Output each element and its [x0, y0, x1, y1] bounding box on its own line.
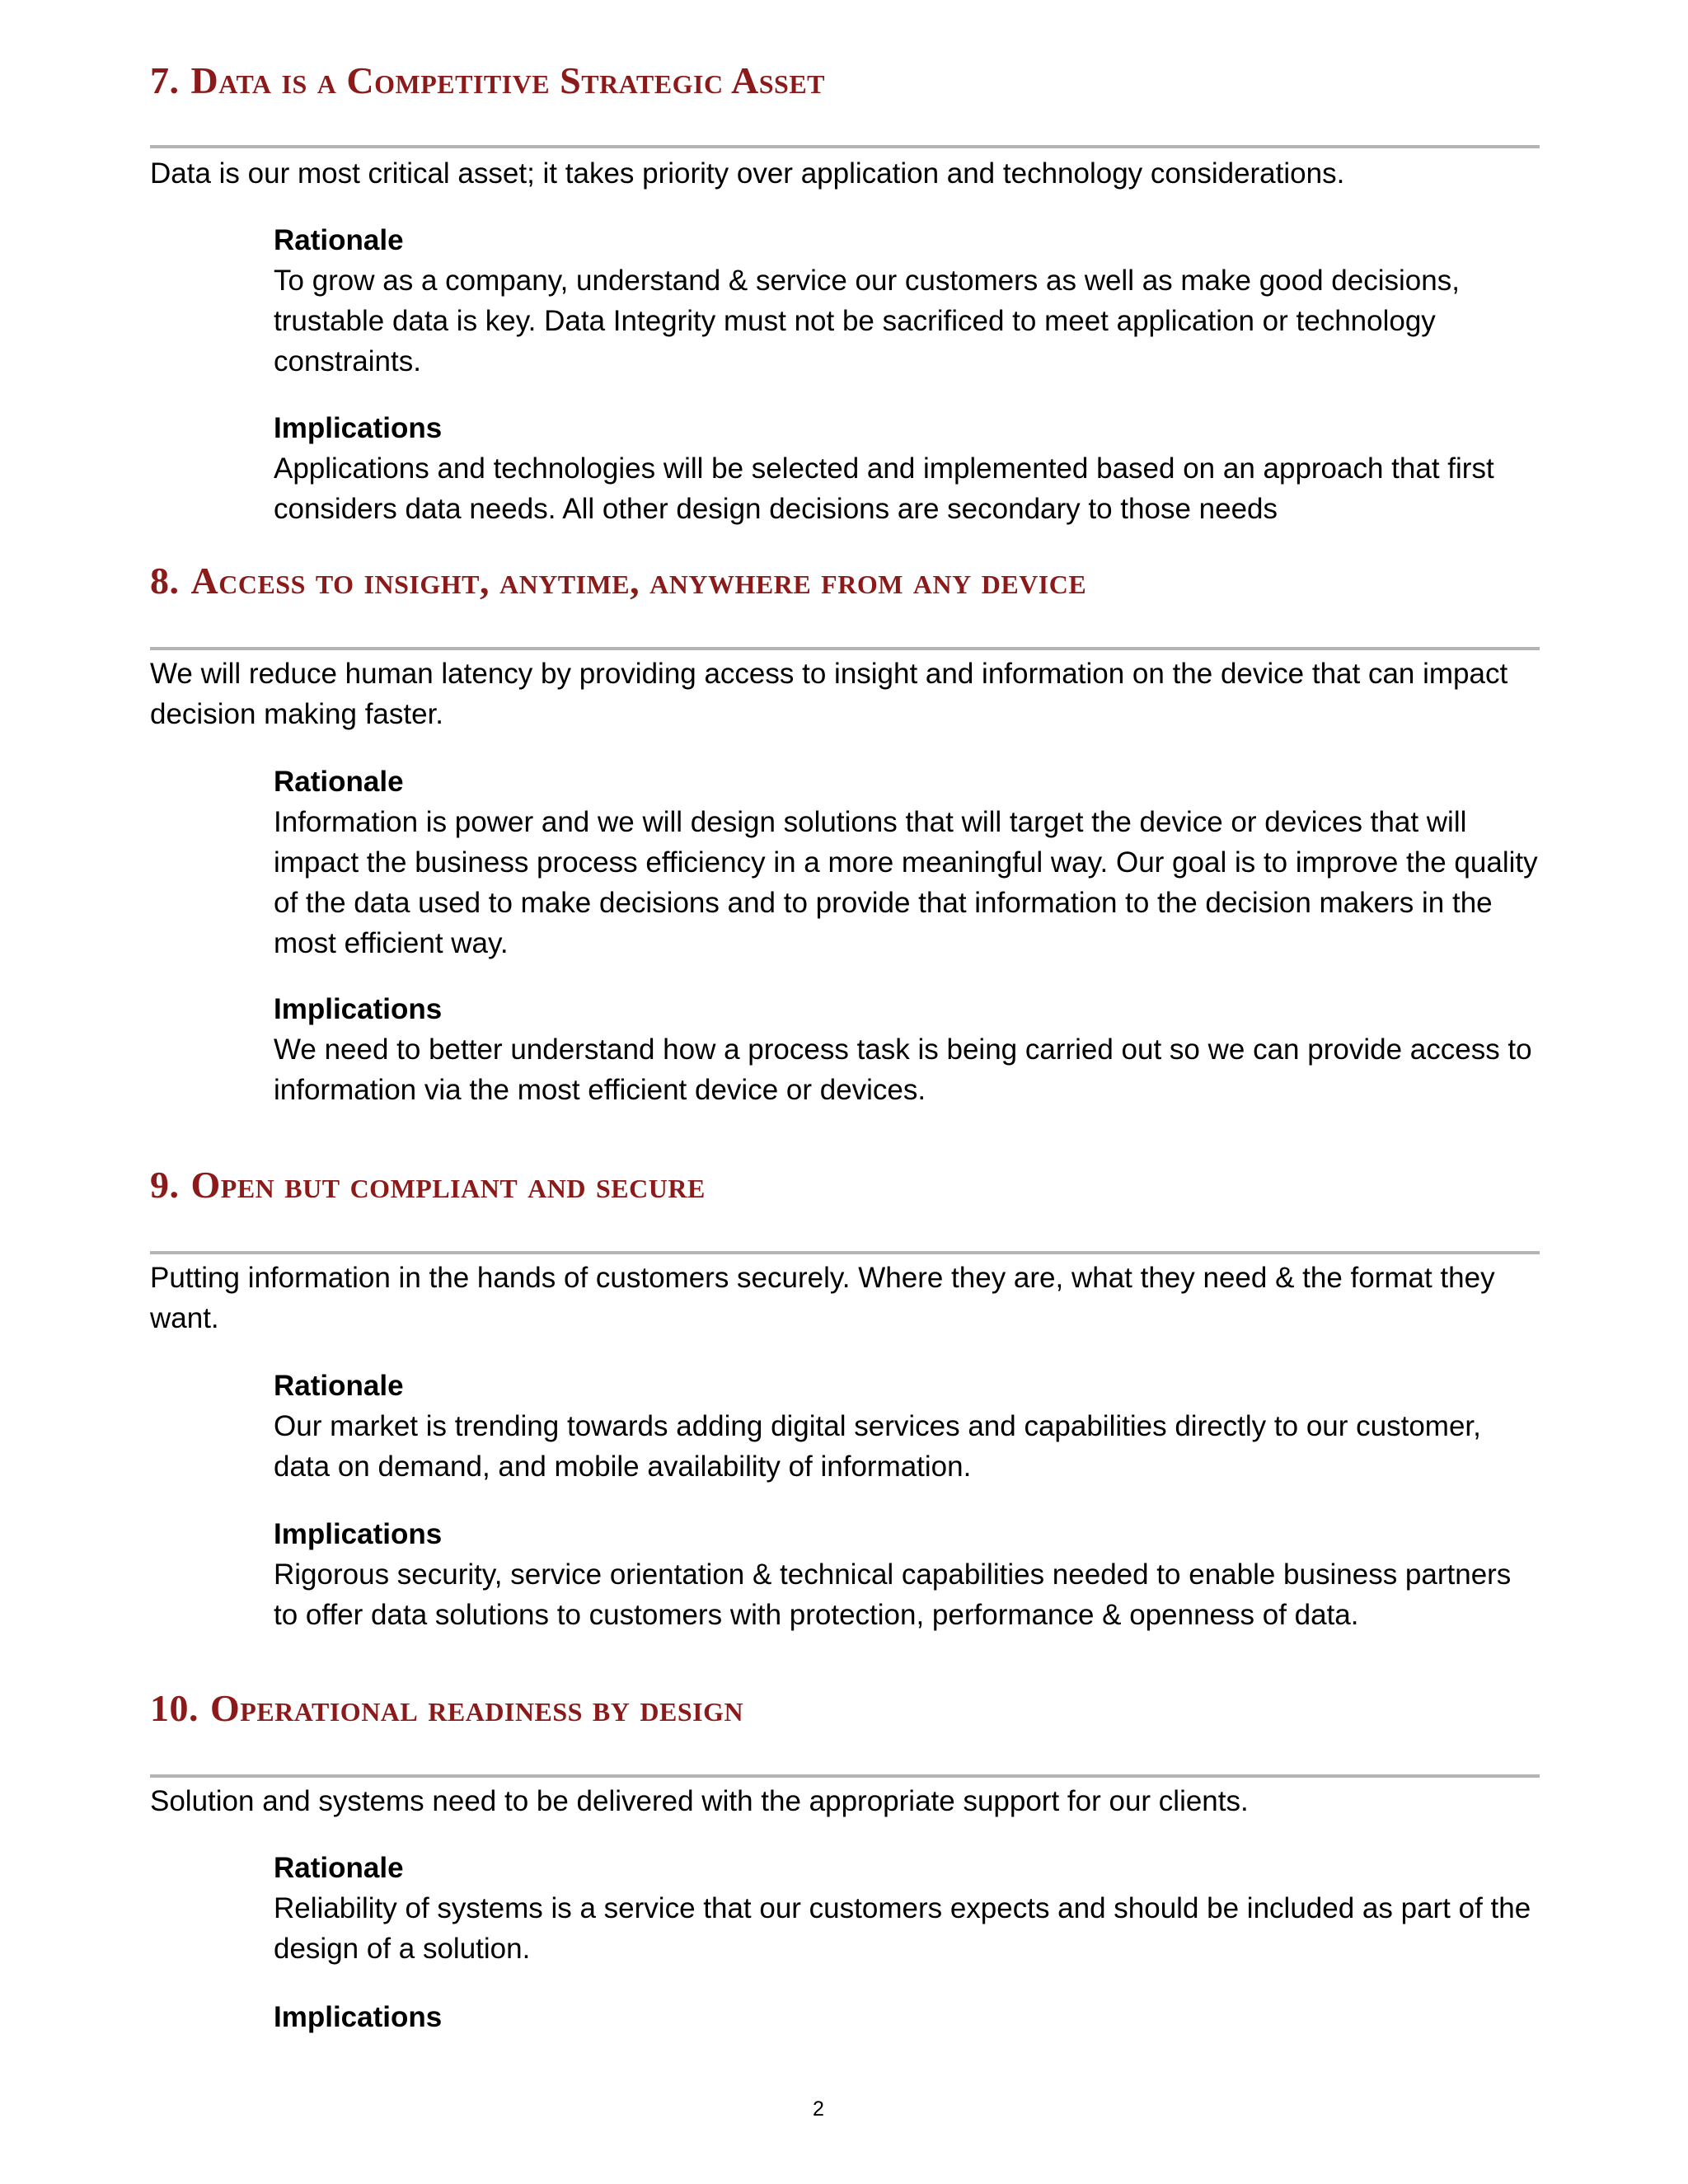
section-title: Access to insight, anytime, anywhere from any device: [190, 560, 1087, 602]
rationale-text: Reliability of systems is a service that our customers expects and should be included as part of the design of a solution.: [274, 1892, 1531, 1965]
section-heading: [150, 1685, 1540, 1732]
rationale-block: [274, 1848, 1543, 1969]
section-title: Open but compliant and secure: [190, 1164, 706, 1206]
implications-heading: Implications: [274, 2001, 443, 2033]
section-number: 9.: [150, 1164, 180, 1206]
implications-block: [274, 1997, 1543, 2037]
section-number: 7.: [150, 59, 180, 101]
section-divider: [150, 145, 1540, 148]
page-number: 2: [813, 2097, 824, 2121]
implications-heading: Implications: [274, 412, 443, 444]
implications-text: Rigorous security, service orientation & technical capabilities needed to enable business partners to offer data solutions to customers with protection, performance & openness of data.: [274, 1558, 1512, 1631]
section-heading: [150, 558, 1540, 604]
section-statement: Data is our most critical asset; it takes priority over application and technology considerations.: [150, 157, 1345, 190]
rationale-heading: Rationale: [274, 1852, 404, 1884]
implications-text: We need to better understand how a process task is being carried out so we can provide access to information via the most efficient device or devices.: [274, 1033, 1532, 1106]
section-heading: [150, 58, 1540, 104]
section-heading: [150, 1162, 1540, 1208]
rationale-text: To grow as a company, understand & service our customers as well as make good decisions, trustable data is key. Data Integrity must not be sacrificed to meet application or technology constraints.: [274, 265, 1460, 377]
section-number: 10.: [150, 1687, 199, 1729]
section-statement: Putting information in the hands of customers securely. Where they are, what they need & the format they want.: [150, 1262, 1495, 1334]
section-divider: [150, 647, 1540, 650]
implications-block: [274, 1514, 1543, 1635]
section-number: 8.: [150, 560, 180, 602]
rationale-block: [274, 220, 1543, 382]
implications-heading: Implications: [274, 993, 443, 1025]
section-statement: We will reduce human latency by providing access to insight and information on the device that can impact decision making faster.: [150, 658, 1508, 730]
principle-10: [150, 1685, 1540, 2033]
rationale-block: [274, 1366, 1543, 1487]
implications-text: Applications and technologies will be selected and implemented based on an approach that first considers data needs. All other design decisions are secondary to those needs: [274, 452, 1494, 525]
rationale-block: [274, 762, 1543, 963]
rationale-heading: Rationale: [274, 1370, 404, 1402]
rationale-text: Information is power and we will design solutions that will target the device or devices that will impact the business process efficiency in a more meaningful way. Our goal is to improve the quality of the data used to make decisions and to provide that information to the decision makers in the most efficient way.: [274, 806, 1538, 959]
implications-block: [274, 989, 1543, 1110]
section-statement: Solution and systems need to be delivered with the appropriate support for our clients.: [150, 1785, 1249, 1817]
section-divider: [150, 1774, 1540, 1778]
section-divider: [150, 1251, 1540, 1254]
principle-9: [150, 1162, 1540, 1631]
rationale-heading: Rationale: [274, 766, 404, 798]
implications-heading: Implications: [274, 1518, 443, 1550]
section-title: Data is a Competitive Strategic Asset: [190, 59, 826, 101]
implications-block: [274, 408, 1543, 529]
rationale-heading: Rationale: [274, 224, 404, 256]
section-title: Operational readiness by design: [210, 1687, 744, 1729]
rationale-text: Our market is trending towards adding digital services and capabilities directly to our customer, data on demand, and mobile availability of information.: [274, 1410, 1481, 1483]
principle-8: [150, 558, 1540, 1106]
principle-7: [150, 58, 1540, 525]
